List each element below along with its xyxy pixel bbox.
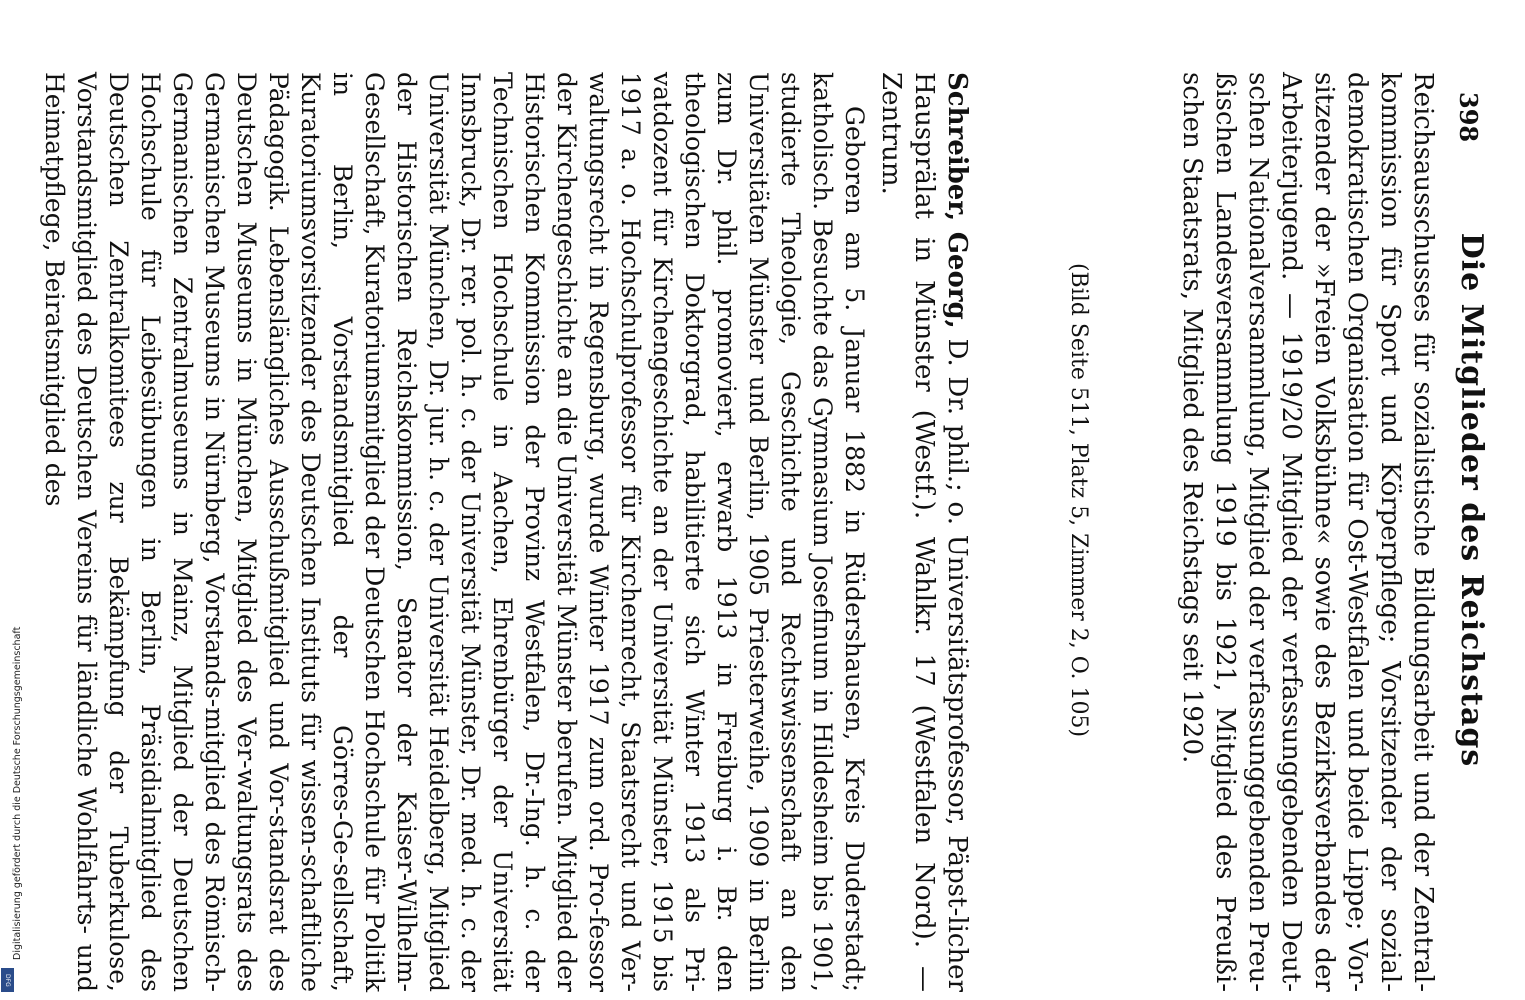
dfg-logo: DFG — [1, 968, 14, 992]
page-number: 398 — [1454, 92, 1483, 143]
member-entry — [38, 72, 973, 992]
image-reference: (Bild Seite 511, Platz 5, Zimmer 2, O. 105) — [1066, 262, 1091, 738]
member-title-party: D. Dr. phil.; o. Universitätsprofessor, Päpst-licher Hausprälat in Münster (Westf.). Wahlkr. 17 (Westfalen Nord). — Zentrum. — [876, 72, 972, 992]
entry-biography: Geboren am 5. Januar 1882 in Rüdershausen, Kreis Duderstadt; katholisch. Besuchte das Gymnasium Josefinum in Hildesheim bis 1901, studierte Theologie, Geschichte und Rechtswissenschaft an den Universitäten Münster und Berlin, 1905 Priesterweihe, 1909 in Berlin zum Dr. phil. promoviert, erwarb 1913 in Freiburg i. Br. den theologischen Doktorgrad, habilitierte sich Winter 1913 als Pri-vatdozent für Kirchengeschichte an der Universität Münster, 1915 bis 1917 a. o. Hochschulprofessor für Kirchenrecht, Staatsrecht und Ver-waltungsrecht in Regensburg, wurde Winter 1917 zum ord. Pro-fessor der Kirchengeschichte an die Universität Münster berufen. Mitglied der Historischen Kommission der Provinz Westfalen, Dr.-Ing. h. c. der Technischen Hochschule in Aachen, Ehrenbürger der Universität Innsbruck, Dr. rer. pol. h. c. der Universität Münster, Dr. med. h. c. der Universität München, Dr. jur. h. c. der Universität Heidelberg, Mitglied der Historischen Reichskommission, Senator der Kaiser-Wilhelm-Gesellschaft, Kuratoriumsmitglied der Deutschen Hochschule für Politik in Berlin, Vorstandsmitglied der Görres-Ge-sellschaft, Kuratoriumsvorsitzender des Deutschen Instituts für wissen-schaftliche Pädagogik. Lebenslängliches Ausschußmitglied und Vor-standsrat des Deutschen Museums in München, Mitglied des Ver-waltungsrats des Germanischen Museums in Nürnberg, Vorstands-mitglied des Römisch-Germanischen Zentralmuseums in Mainz, Mitglied der Deutschen Hochschule für Leibesübungen in Berlin, Präsidialmitglied des Deutschen Zentralkomitees zur Bekämpfung der Tuberkulose, Vorstandsmitglied des Deutschen Vereins für ländliche Wohlfahrts- und Heimatpflege, Beiratsmitglied des — [40, 72, 869, 992]
running-title: Die Mitglieder des Reichstags — [1454, 232, 1489, 768]
member-name: Schreiber, Georg, — [942, 72, 972, 329]
continuation-paragraph: Reichsausschusses für sozialistische Bildungsarbeit und der Zentral-kommission für Sport und Körperpflege; Vorsitzender der sozial-demokratischen Organisation für Ost-Westfalen und beide Lippe; Vor-sitzender der »Freien Volksbühne« sowie des Bezirksverbandes der Arbeiterjugend. — 1919/20 Mitglied der verfassunggebenden Deut-schen Nationalversammlung, Mitglied der verfassunggebenden Preu-ßischen Landesversammlung 1919 bis 1921, Mitglied des Preußi-schen Staatsrats, Mitglied des Reichstags seit 1920. — [1177, 72, 1438, 992]
entry-heading — [874, 72, 973, 992]
digitization-credit-text: Digitalisierung gefördert durch die Deutsche Forschungsgemeinschaft — [12, 626, 23, 960]
